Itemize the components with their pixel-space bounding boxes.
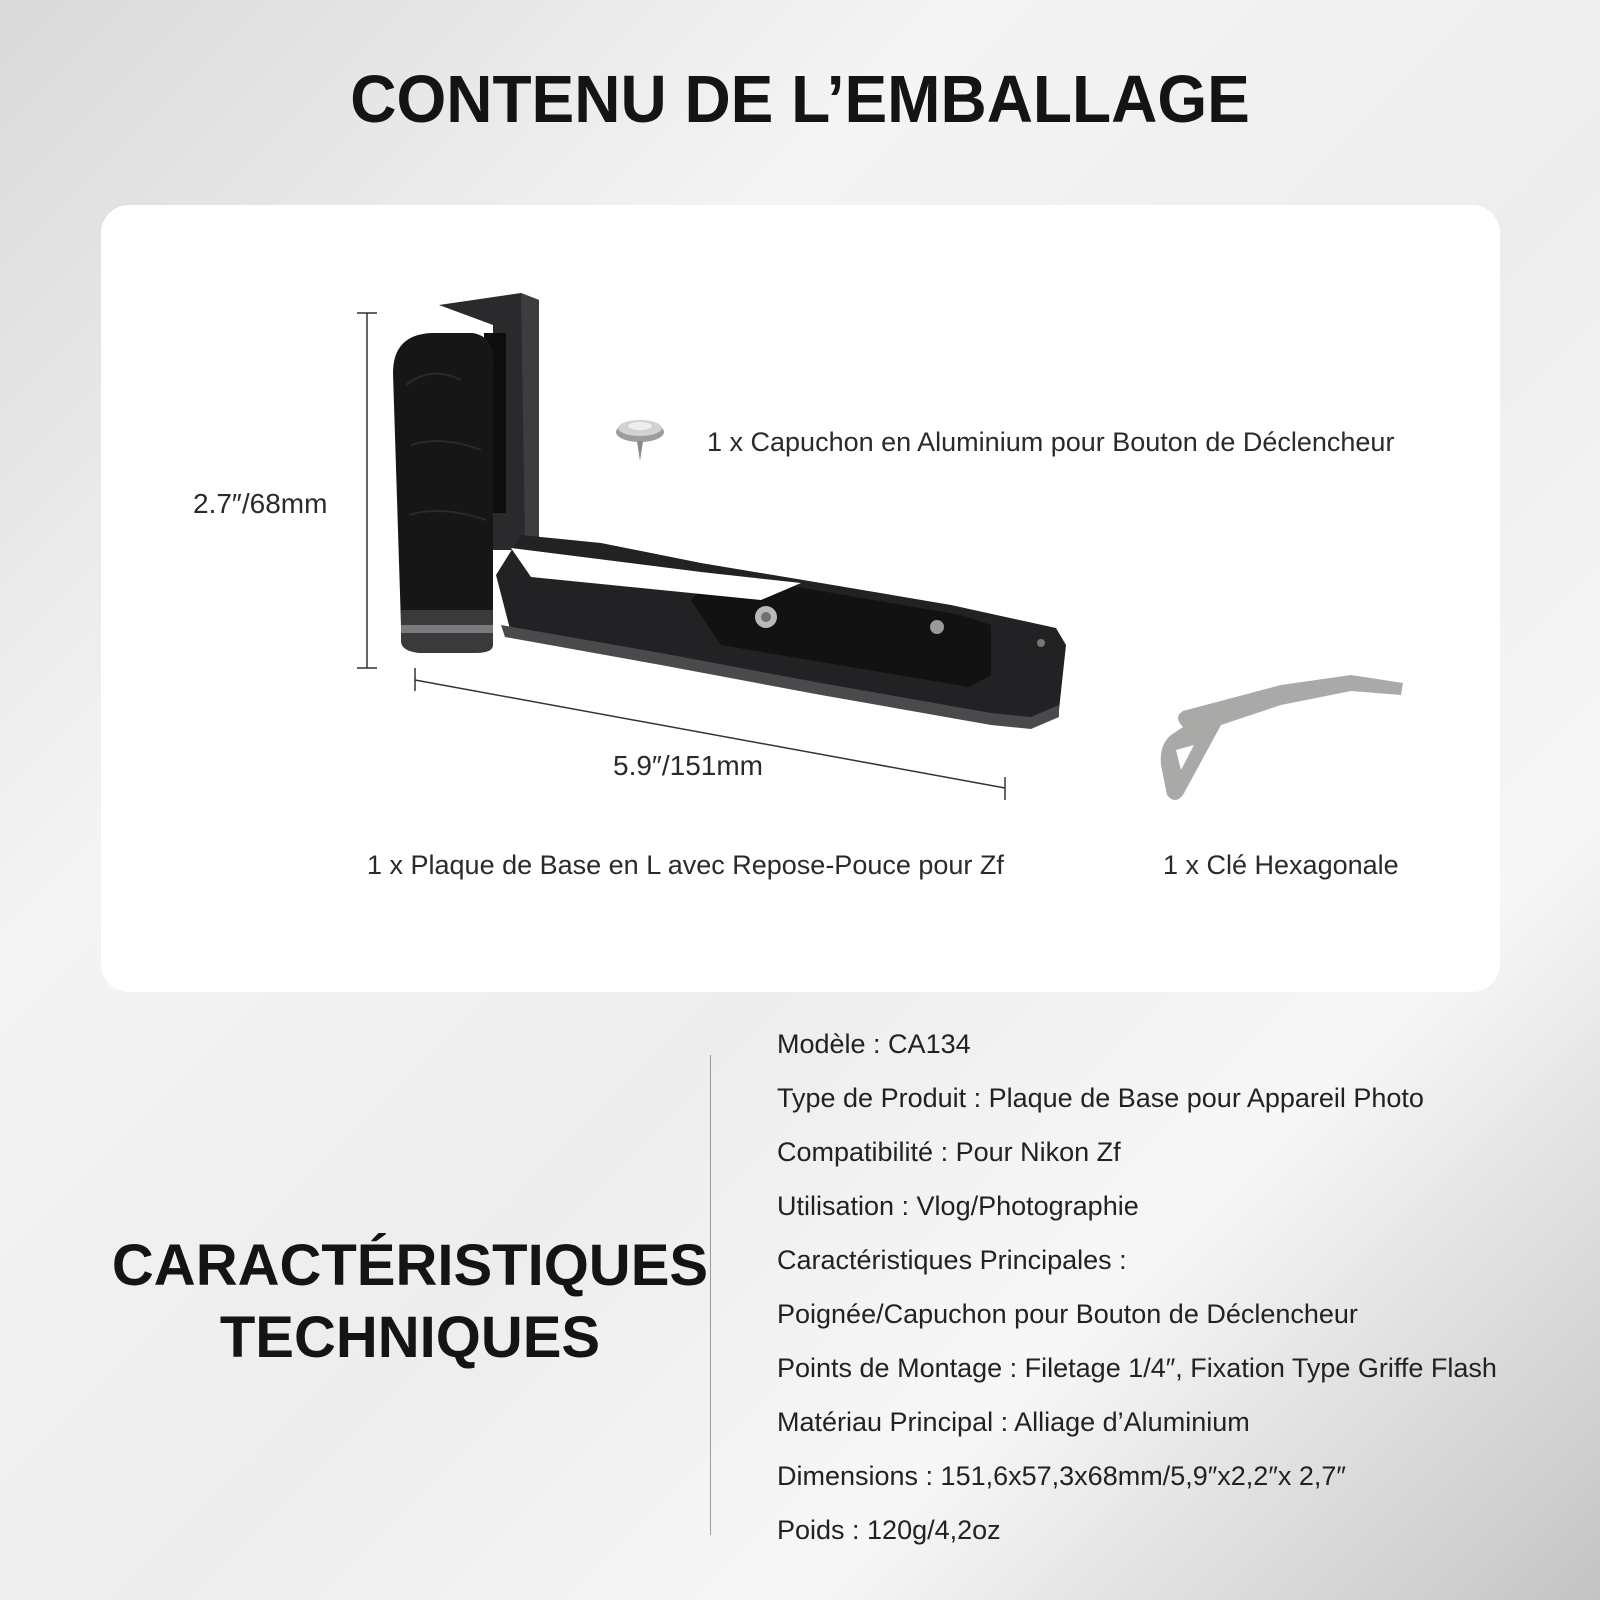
page-title: CONTENU DE L’EMBALLAGE xyxy=(350,61,1250,137)
height-dimension-label: 2.7″/68mm xyxy=(193,488,328,519)
vertical-divider xyxy=(710,1055,711,1535)
package-contents-card xyxy=(101,205,1500,992)
spec-item-compatibility: Compatibilité : Pour Nikon Zf xyxy=(777,1137,1121,1167)
spec-item-usage: Utilisation : Vlog/Photographie xyxy=(777,1191,1139,1221)
spec-item-weight: Poids : 120g/4,2oz xyxy=(777,1515,1001,1545)
shutter-cap-icon xyxy=(616,420,664,461)
spec-item-dimensions: Dimensions : 151,6x57,3x68mm/5,9″x2,2″x 2,7″ xyxy=(777,1461,1346,1491)
spec-item-features-label: Caractéristiques Principales : xyxy=(777,1245,1127,1275)
spec-item-model: Modèle : CA134 xyxy=(777,1029,971,1059)
leather-grip xyxy=(393,333,494,653)
specs-heading-line2: TECHNIQUES xyxy=(219,1305,601,1370)
specs-heading-line1: CARACTÉRISTIQUES xyxy=(111,1233,709,1298)
spec-item-mount-points: Points de Montage : Filetage 1/4″, Fixation Type Griffe Flash xyxy=(777,1353,1497,1383)
specs-list xyxy=(777,1020,1497,1560)
hex-key-label: 1 x Clé Hexagonale xyxy=(1163,850,1399,880)
shutter-cap-label: 1 x Capuchon en Aluminium pour Bouton de Déclencheur xyxy=(707,427,1395,457)
spec-item-product-type: Type de Produit : Plaque de Base pour Appareil Photo xyxy=(777,1083,1424,1113)
spec-item-material: Matériau Principal : Alliage d’Aluminium xyxy=(777,1407,1250,1437)
width-dimension-label: 5.9″/151mm xyxy=(613,750,763,781)
hex-key-icon xyxy=(1161,675,1403,800)
base-plate-label: 1 x Plaque de Base en L avec Repose-Pouce pour Zf xyxy=(367,850,1004,880)
height-dimension-line xyxy=(357,313,377,668)
specs-heading xyxy=(100,1230,720,1374)
spec-item-features: Poignée/Capuchon pour Bouton de Déclencheur xyxy=(777,1299,1358,1329)
l-bracket-plate xyxy=(439,293,1066,729)
